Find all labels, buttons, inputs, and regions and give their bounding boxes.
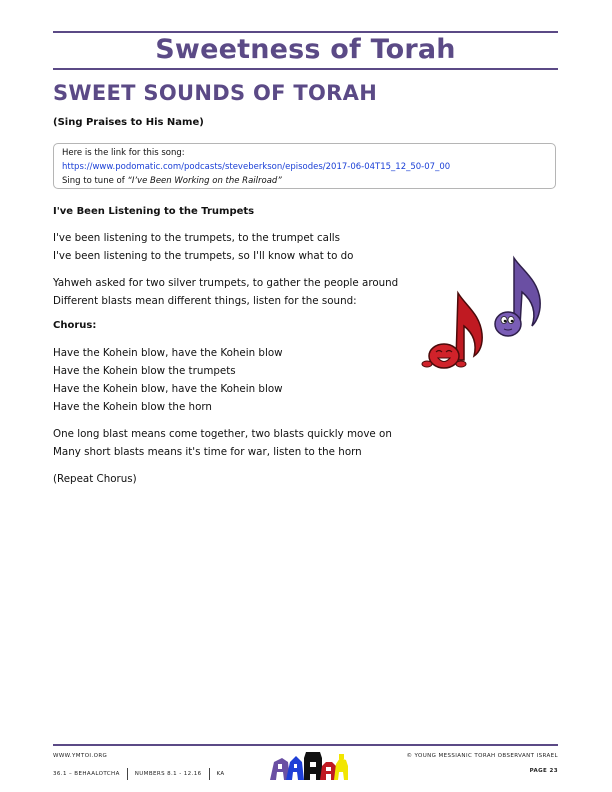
verse-3 (53, 425, 423, 461)
chorus-label: Chorus: (53, 320, 97, 331)
lyric-line: One long blast means come together, two blasts quickly move on (53, 428, 392, 440)
music-notes-illustration (410, 248, 560, 378)
lyric-line: I've been listening to the trumpets, so I'll know what to do (53, 250, 354, 262)
black-figure-icon (304, 752, 322, 780)
section-subtitle: (Sing Praises to His Name) (53, 117, 204, 128)
footer-page-number: PAGE 23 (529, 768, 558, 774)
footer-lesson: 36.1 – BEHAALOTCHA (53, 771, 120, 777)
song-link[interactable]: https://www.podomatic.com/podcasts/steveberkson/episodes/2017-06-04T15_12_50-07_00 (62, 162, 451, 172)
lyric-line: (Repeat Chorus) (53, 473, 137, 485)
ymtoi-logo (268, 750, 350, 782)
red-figure-icon (320, 762, 336, 780)
footer-lesson-info (53, 768, 225, 780)
lyric-line: I've been listening to the trumpets, to the trumpet calls (53, 232, 341, 244)
footer-website[interactable]: WWW.YMTOI.ORG (53, 753, 108, 759)
yellow-figure-icon (334, 754, 348, 780)
page-title: Sweetness of Torah (155, 34, 456, 65)
lyric-line: Have the Kohein blow, have the Kohein blow (53, 383, 283, 395)
tune-name: “I’ve Been Working on the Railroad” (127, 176, 282, 186)
footer-reference: NUMBERS 8.1 - 12.16 (134, 771, 202, 777)
lyric-line: Yahweh asked for two silver trumpets, to gather the people around (53, 277, 399, 289)
red-music-note-icon (422, 293, 482, 368)
footer-divider (209, 768, 210, 780)
lyric-line: Different blasts mean different things, listen for the sound: (53, 295, 357, 307)
song-title: I've Been Listening to the Trumpets (53, 206, 255, 217)
tune-note (62, 174, 555, 188)
lyric-line: Many short blasts means it's time for war, listen to the horn (53, 446, 362, 458)
footer-level: KA (216, 771, 225, 777)
verse-2 (53, 274, 423, 310)
section-title: SWEET SOUNDS OF TORAH (53, 81, 378, 105)
footer-copyright: © YOUNG MESSIANIC TORAH OBSERVANT ISRAEL (406, 753, 558, 759)
lyric-line: Have the Kohein blow, have the Kohein blow (53, 347, 283, 359)
header-bottom-rule (53, 68, 558, 70)
footer-rule (53, 744, 558, 746)
tune-prefix: Sing to tune of (62, 176, 128, 186)
repeat-chorus (53, 470, 423, 488)
link-intro: Here is the link for this song: (62, 148, 185, 158)
purple-music-note-icon (495, 258, 540, 336)
blue-figure-icon (286, 756, 304, 780)
verse-1 (53, 229, 423, 265)
chorus (53, 344, 423, 416)
song-info-box (53, 143, 556, 189)
song-lyrics (53, 205, 423, 497)
lyric-line: Have the Kohein blow the trumpets (53, 365, 236, 377)
lyric-line: Have the Kohein blow the horn (53, 401, 212, 413)
footer-divider (127, 768, 128, 780)
